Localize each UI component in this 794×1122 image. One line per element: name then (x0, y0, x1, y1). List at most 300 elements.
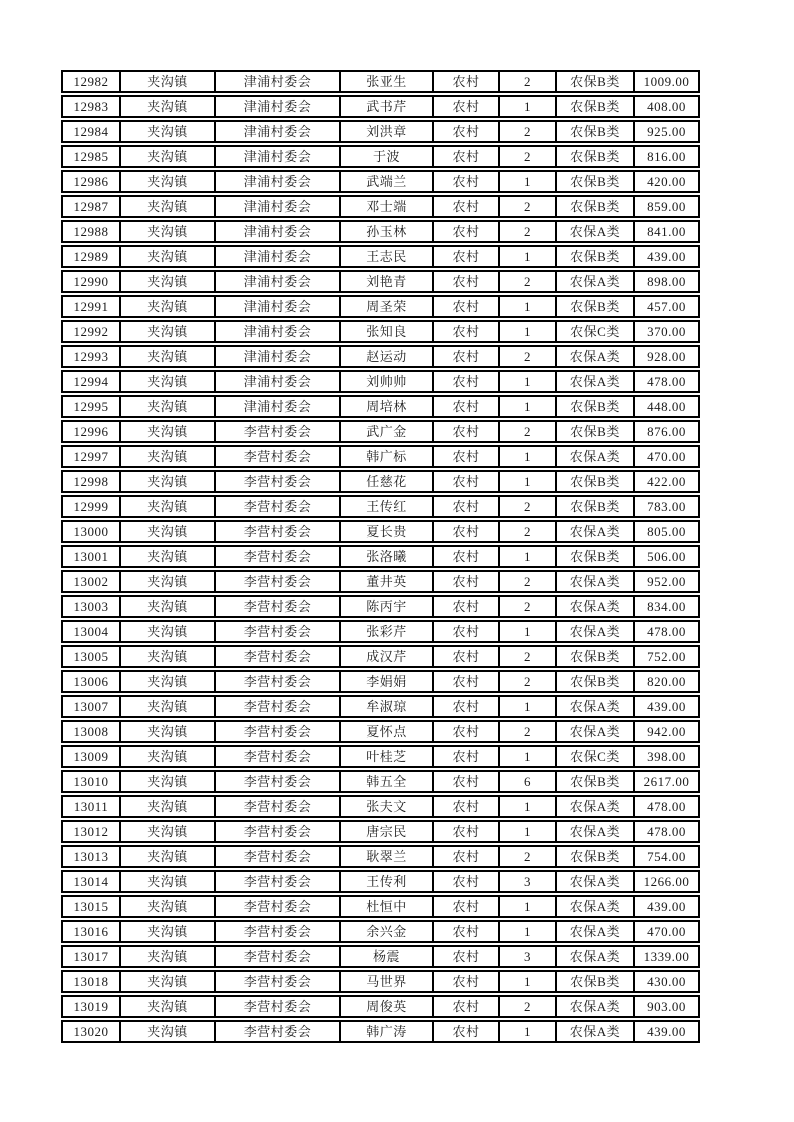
cell-person-name: 韩五全 (341, 772, 434, 791)
cell-amount: 470.00 (647, 449, 686, 464)
cell-insurance-category: 农保A类 (557, 597, 635, 616)
cell-household-type: 农村 (434, 922, 500, 941)
table-row (61, 570, 700, 593)
cell-serial-number: 13014 (63, 872, 121, 891)
cell-insurance-category: 农保B类 (557, 297, 635, 316)
cell-serial-number: 12992 (63, 322, 121, 341)
cell-town: 夹沟镇 (121, 347, 216, 366)
cell-insurance-category: 农保B类 (557, 397, 635, 416)
cell-amount: 928.00 (647, 349, 686, 364)
cell-insurance-category: 农保A类 (557, 897, 635, 916)
cell-insurance-category: 农保A类 (557, 922, 635, 941)
cell-village-committee: 李营村委会 (216, 622, 341, 641)
cell-person-count: 1 (500, 897, 557, 916)
table-row (61, 270, 700, 293)
cell-serial-number: 13001 (63, 547, 121, 566)
cell-village-committee: 津浦村委会 (216, 297, 341, 316)
cell-serial-number: 12991 (63, 297, 121, 316)
cell-person-count: 2 (500, 72, 557, 91)
cell-serial-number: 12999 (63, 497, 121, 516)
cell-person-count: 2 (500, 422, 557, 441)
cell-serial-number: 12996 (63, 422, 121, 441)
cell-town: 夹沟镇 (121, 72, 216, 91)
table-row (61, 445, 700, 468)
cell-person-count: 1 (500, 622, 557, 641)
cell-household-type: 农村 (434, 997, 500, 1016)
table-row (61, 795, 700, 818)
cell-insurance-category: 农保C类 (557, 322, 635, 341)
cell-person-count: 1 (500, 472, 557, 491)
cell-household-type: 农村 (434, 122, 500, 141)
cell-person-name: 韩广标 (341, 447, 434, 466)
table-row (61, 945, 700, 968)
cell-town: 夹沟镇 (121, 522, 216, 541)
cell-town: 夹沟镇 (121, 822, 216, 841)
cell-insurance-category: 农保B类 (557, 247, 635, 266)
cell-person-count: 6 (500, 772, 557, 791)
cell-village-committee: 李营村委会 (216, 997, 341, 1016)
cell-insurance-category: 农保B类 (557, 72, 635, 91)
cell-insurance-category: 农保B类 (557, 847, 635, 866)
cell-insurance-category: 农保A类 (557, 522, 635, 541)
cell-household-type: 农村 (434, 522, 500, 541)
cell-person-count: 1 (500, 797, 557, 816)
table-row (61, 995, 700, 1018)
cell-person-name: 武端兰 (341, 172, 434, 191)
table-row (61, 95, 700, 118)
cell-town: 夹沟镇 (121, 547, 216, 566)
cell-person-count: 1 (500, 172, 557, 191)
cell-serial-number: 12984 (63, 122, 121, 141)
cell-insurance-category: 农保B类 (557, 547, 635, 566)
cell-person-name: 周培林 (341, 397, 434, 416)
cell-village-committee: 津浦村委会 (216, 72, 341, 91)
cell-village-committee: 津浦村委会 (216, 397, 341, 416)
cell-town: 夹沟镇 (121, 847, 216, 866)
cell-person-count: 3 (500, 947, 557, 966)
table-row (61, 195, 700, 218)
table-row (61, 720, 700, 743)
cell-amount: 370.00 (647, 324, 686, 339)
cell-household-type: 农村 (434, 547, 500, 566)
cell-village-committee: 津浦村委会 (216, 222, 341, 241)
cell-person-name: 成汉芹 (341, 647, 434, 666)
cell-serial-number: 13006 (63, 672, 121, 691)
cell-insurance-category: 农保A类 (557, 997, 635, 1016)
cell-person-name: 邓士端 (341, 197, 434, 216)
cell-person-count: 1 (500, 822, 557, 841)
cell-serial-number: 13003 (63, 597, 121, 616)
cell-serial-number: 13008 (63, 722, 121, 741)
cell-town: 夹沟镇 (121, 797, 216, 816)
cell-village-committee: 李营村委会 (216, 822, 341, 841)
cell-person-count: 2 (500, 122, 557, 141)
cell-person-count: 1 (500, 697, 557, 716)
cell-serial-number: 13009 (63, 747, 121, 766)
cell-serial-number: 12988 (63, 222, 121, 241)
cell-insurance-category: 农保A类 (557, 622, 635, 641)
cell-household-type: 农村 (434, 422, 500, 441)
cell-village-committee: 李营村委会 (216, 847, 341, 866)
cell-insurance-category: 农保B类 (557, 97, 635, 116)
cell-amount: 478.00 (647, 374, 686, 389)
cell-amount: 805.00 (647, 524, 686, 539)
cell-person-count: 1 (500, 397, 557, 416)
cell-serial-number: 13002 (63, 572, 121, 591)
cell-town: 夹沟镇 (121, 922, 216, 941)
table-row (61, 645, 700, 668)
cell-household-type: 农村 (434, 572, 500, 591)
cell-person-name: 叶桂芝 (341, 747, 434, 766)
cell-insurance-category: 农保A类 (557, 347, 635, 366)
cell-person-name: 任慈花 (341, 472, 434, 491)
cell-amount: 876.00 (647, 424, 686, 439)
cell-person-count: 1 (500, 297, 557, 316)
cell-village-committee: 津浦村委会 (216, 147, 341, 166)
cell-serial-number: 13005 (63, 647, 121, 666)
cell-town: 夹沟镇 (121, 322, 216, 341)
table-row (61, 170, 700, 193)
cell-person-count: 1 (500, 322, 557, 341)
table-row (61, 870, 700, 893)
cell-insurance-category: 农保B类 (557, 122, 635, 141)
table-row (61, 670, 700, 693)
cell-serial-number: 12989 (63, 247, 121, 266)
cell-town: 夹沟镇 (121, 147, 216, 166)
cell-insurance-category: 农保B类 (557, 197, 635, 216)
cell-amount: 448.00 (647, 399, 686, 414)
cell-amount: 952.00 (647, 574, 686, 589)
table-row (61, 370, 700, 393)
cell-insurance-category: 农保B类 (557, 772, 635, 791)
cell-village-committee: 津浦村委会 (216, 272, 341, 291)
cell-person-count: 2 (500, 522, 557, 541)
cell-serial-number: 12982 (63, 72, 121, 91)
cell-household-type: 农村 (434, 697, 500, 716)
cell-village-committee: 津浦村委会 (216, 372, 341, 391)
cell-village-committee: 李营村委会 (216, 697, 341, 716)
cell-town: 夹沟镇 (121, 497, 216, 516)
cell-insurance-category: 农保B类 (557, 497, 635, 516)
table-row (61, 695, 700, 718)
cell-person-count: 1 (500, 247, 557, 266)
cell-serial-number: 12990 (63, 272, 121, 291)
cell-amount: 408.00 (647, 99, 686, 114)
cell-household-type: 农村 (434, 372, 500, 391)
cell-amount: 754.00 (647, 849, 686, 864)
cell-town: 夹沟镇 (121, 1022, 216, 1041)
cell-person-name: 武广金 (341, 422, 434, 441)
cell-town: 夹沟镇 (121, 572, 216, 591)
cell-person-count: 2 (500, 147, 557, 166)
cell-amount: 752.00 (647, 649, 686, 664)
cell-town: 夹沟镇 (121, 447, 216, 466)
cell-person-count: 2 (500, 497, 557, 516)
cell-amount: 457.00 (647, 299, 686, 314)
cell-village-committee: 津浦村委会 (216, 247, 341, 266)
cell-insurance-category: 农保A类 (557, 1022, 635, 1041)
cell-serial-number: 13011 (63, 797, 121, 816)
table-row (61, 70, 700, 93)
table-row (61, 145, 700, 168)
cell-household-type: 农村 (434, 197, 500, 216)
table-row (61, 620, 700, 643)
cell-household-type: 农村 (434, 272, 500, 291)
cell-person-count: 2 (500, 572, 557, 591)
table-row (61, 820, 700, 843)
cell-household-type: 农村 (434, 222, 500, 241)
cell-serial-number: 12998 (63, 472, 121, 491)
cell-insurance-category: 农保A类 (557, 572, 635, 591)
cell-insurance-category: 农保B类 (557, 647, 635, 666)
cell-amount: 1009.00 (643, 74, 690, 89)
cell-insurance-category: 农保B类 (557, 472, 635, 491)
cell-person-count: 1 (500, 972, 557, 991)
cell-amount: 816.00 (647, 149, 686, 164)
cell-amount: 420.00 (647, 174, 686, 189)
cell-village-committee: 李营村委会 (216, 747, 341, 766)
table-row (61, 745, 700, 768)
cell-town: 夹沟镇 (121, 197, 216, 216)
cell-village-committee: 李营村委会 (216, 672, 341, 691)
cell-village-committee: 李营村委会 (216, 647, 341, 666)
cell-insurance-category: 农保A类 (557, 872, 635, 891)
cell-amount: 478.00 (647, 624, 686, 639)
cell-person-name: 孙玉林 (341, 222, 434, 241)
cell-person-name: 赵运动 (341, 347, 434, 366)
cell-village-committee: 津浦村委会 (216, 122, 341, 141)
cell-village-committee: 李营村委会 (216, 897, 341, 916)
cell-insurance-category: 农保A类 (557, 947, 635, 966)
cell-village-committee: 李营村委会 (216, 447, 341, 466)
cell-household-type: 农村 (434, 97, 500, 116)
cell-household-type: 农村 (434, 447, 500, 466)
cell-serial-number: 13019 (63, 997, 121, 1016)
cell-town: 夹沟镇 (121, 872, 216, 891)
cell-village-committee: 李营村委会 (216, 972, 341, 991)
table-row (61, 520, 700, 543)
cell-household-type: 农村 (434, 172, 500, 191)
table-row (61, 495, 700, 518)
cell-serial-number: 13004 (63, 622, 121, 641)
cell-amount: 439.00 (647, 899, 686, 914)
cell-insurance-category: 农保B类 (557, 972, 635, 991)
cell-household-type: 农村 (434, 397, 500, 416)
table-row (61, 295, 700, 318)
table-row (61, 420, 700, 443)
cell-person-name: 刘帅帅 (341, 372, 434, 391)
cell-person-name: 董井英 (341, 572, 434, 591)
cell-amount: 903.00 (647, 999, 686, 1014)
cell-person-name: 王志民 (341, 247, 434, 266)
cell-insurance-category: 农保A类 (557, 797, 635, 816)
cell-village-committee: 李营村委会 (216, 422, 341, 441)
table-row (61, 845, 700, 868)
cell-town: 夹沟镇 (121, 672, 216, 691)
cell-person-count: 1 (500, 1022, 557, 1041)
cell-village-committee: 李营村委会 (216, 922, 341, 941)
cell-insurance-category: 农保B类 (557, 147, 635, 166)
cell-town: 夹沟镇 (121, 597, 216, 616)
cell-amount: 439.00 (647, 699, 686, 714)
cell-person-name: 张亚生 (341, 72, 434, 91)
cell-serial-number: 12983 (63, 97, 121, 116)
cell-town: 夹沟镇 (121, 372, 216, 391)
cell-person-count: 1 (500, 922, 557, 941)
cell-town: 夹沟镇 (121, 172, 216, 191)
table-row (61, 770, 700, 793)
cell-town: 夹沟镇 (121, 397, 216, 416)
cell-amount: 834.00 (647, 599, 686, 614)
cell-serial-number: 12995 (63, 397, 121, 416)
table-row (61, 1020, 700, 1043)
cell-insurance-category: 农保A类 (557, 222, 635, 241)
cell-town: 夹沟镇 (121, 947, 216, 966)
cell-person-name: 王传红 (341, 497, 434, 516)
cell-village-committee: 李营村委会 (216, 522, 341, 541)
cell-person-count: 1 (500, 372, 557, 391)
cell-serial-number: 13015 (63, 897, 121, 916)
cell-person-name: 张彩芹 (341, 622, 434, 641)
table-row (61, 345, 700, 368)
cell-serial-number: 12997 (63, 447, 121, 466)
cell-person-name: 周俊英 (341, 997, 434, 1016)
cell-village-committee: 津浦村委会 (216, 322, 341, 341)
cell-village-committee: 李营村委会 (216, 947, 341, 966)
cell-village-committee: 津浦村委会 (216, 197, 341, 216)
table-row (61, 595, 700, 618)
cell-household-type: 农村 (434, 972, 500, 991)
cell-town: 夹沟镇 (121, 247, 216, 266)
cell-household-type: 农村 (434, 947, 500, 966)
cell-person-name: 韩广涛 (341, 1022, 434, 1041)
cell-person-count: 1 (500, 547, 557, 566)
cell-household-type: 农村 (434, 797, 500, 816)
cell-town: 夹沟镇 (121, 772, 216, 791)
cell-amount: 506.00 (647, 549, 686, 564)
cell-person-name: 马世界 (341, 972, 434, 991)
cell-household-type: 农村 (434, 622, 500, 641)
cell-household-type: 农村 (434, 772, 500, 791)
table-row (61, 895, 700, 918)
cell-household-type: 农村 (434, 647, 500, 666)
cell-serial-number: 13010 (63, 772, 121, 791)
cell-person-count: 2 (500, 997, 557, 1016)
cell-household-type: 农村 (434, 147, 500, 166)
table-row (61, 470, 700, 493)
cell-town: 夹沟镇 (121, 997, 216, 1016)
cell-person-count: 2 (500, 672, 557, 691)
cell-amount: 841.00 (647, 224, 686, 239)
cell-person-count: 2 (500, 222, 557, 241)
cell-serial-number: 12987 (63, 197, 121, 216)
cell-household-type: 农村 (434, 472, 500, 491)
cell-person-count: 2 (500, 597, 557, 616)
cell-household-type: 农村 (434, 747, 500, 766)
cell-person-name: 牟淑琼 (341, 697, 434, 716)
cell-town: 夹沟镇 (121, 747, 216, 766)
cell-village-committee: 李营村委会 (216, 497, 341, 516)
table-row (61, 320, 700, 343)
cell-household-type: 农村 (434, 822, 500, 841)
cell-serial-number: 12985 (63, 147, 121, 166)
cell-village-committee: 津浦村委会 (216, 347, 341, 366)
cell-household-type: 农村 (434, 722, 500, 741)
cell-person-name: 张洛曦 (341, 547, 434, 566)
cell-amount: 783.00 (647, 499, 686, 514)
cell-village-committee: 李营村委会 (216, 572, 341, 591)
cell-household-type: 农村 (434, 897, 500, 916)
cell-insurance-category: 农保A类 (557, 697, 635, 716)
cell-household-type: 农村 (434, 247, 500, 266)
cell-person-count: 2 (500, 272, 557, 291)
cell-person-name: 陈丙宇 (341, 597, 434, 616)
cell-insurance-category: 农保A类 (557, 822, 635, 841)
cell-serial-number: 13016 (63, 922, 121, 941)
cell-insurance-category: 农保A类 (557, 372, 635, 391)
table-row (61, 395, 700, 418)
cell-town: 夹沟镇 (121, 97, 216, 116)
cell-person-name: 刘艳青 (341, 272, 434, 291)
cell-household-type: 农村 (434, 1022, 500, 1041)
cell-household-type: 农村 (434, 597, 500, 616)
cell-amount: 898.00 (647, 274, 686, 289)
cell-village-committee: 李营村委会 (216, 772, 341, 791)
cell-amount: 859.00 (647, 199, 686, 214)
cell-amount: 470.00 (647, 924, 686, 939)
cell-village-committee: 李营村委会 (216, 872, 341, 891)
cell-amount: 422.00 (647, 474, 686, 489)
cell-household-type: 农村 (434, 672, 500, 691)
cell-household-type: 农村 (434, 322, 500, 341)
cell-village-committee: 津浦村委会 (216, 172, 341, 191)
cell-town: 夹沟镇 (121, 472, 216, 491)
cell-town: 夹沟镇 (121, 122, 216, 141)
cell-serial-number: 13020 (63, 1022, 121, 1041)
cell-insurance-category: 农保B类 (557, 172, 635, 191)
cell-village-committee: 李营村委会 (216, 722, 341, 741)
cell-insurance-category: 农保B类 (557, 422, 635, 441)
pension-roster-table (61, 70, 700, 1045)
cell-amount: 398.00 (647, 749, 686, 764)
cell-amount: 430.00 (647, 974, 686, 989)
cell-village-committee: 李营村委会 (216, 472, 341, 491)
cell-person-count: 1 (500, 747, 557, 766)
cell-amount: 439.00 (647, 1024, 686, 1039)
cell-amount: 1339.00 (643, 949, 690, 964)
cell-serial-number: 12986 (63, 172, 121, 191)
table-row (61, 970, 700, 993)
table-row (61, 245, 700, 268)
table-row (61, 120, 700, 143)
table-row (61, 220, 700, 243)
cell-household-type: 农村 (434, 847, 500, 866)
cell-person-name: 夏长贵 (341, 522, 434, 541)
cell-serial-number: 12993 (63, 347, 121, 366)
cell-serial-number: 13013 (63, 847, 121, 866)
cell-serial-number: 13018 (63, 972, 121, 991)
cell-village-committee: 李营村委会 (216, 797, 341, 816)
cell-person-count: 1 (500, 97, 557, 116)
cell-person-name: 于波 (341, 147, 434, 166)
cell-person-name: 耿翠兰 (341, 847, 434, 866)
cell-town: 夹沟镇 (121, 622, 216, 641)
cell-person-name: 李娟娟 (341, 672, 434, 691)
cell-person-name: 杜恒中 (341, 897, 434, 916)
cell-person-count: 2 (500, 347, 557, 366)
cell-person-name: 唐宗民 (341, 822, 434, 841)
cell-town: 夹沟镇 (121, 422, 216, 441)
